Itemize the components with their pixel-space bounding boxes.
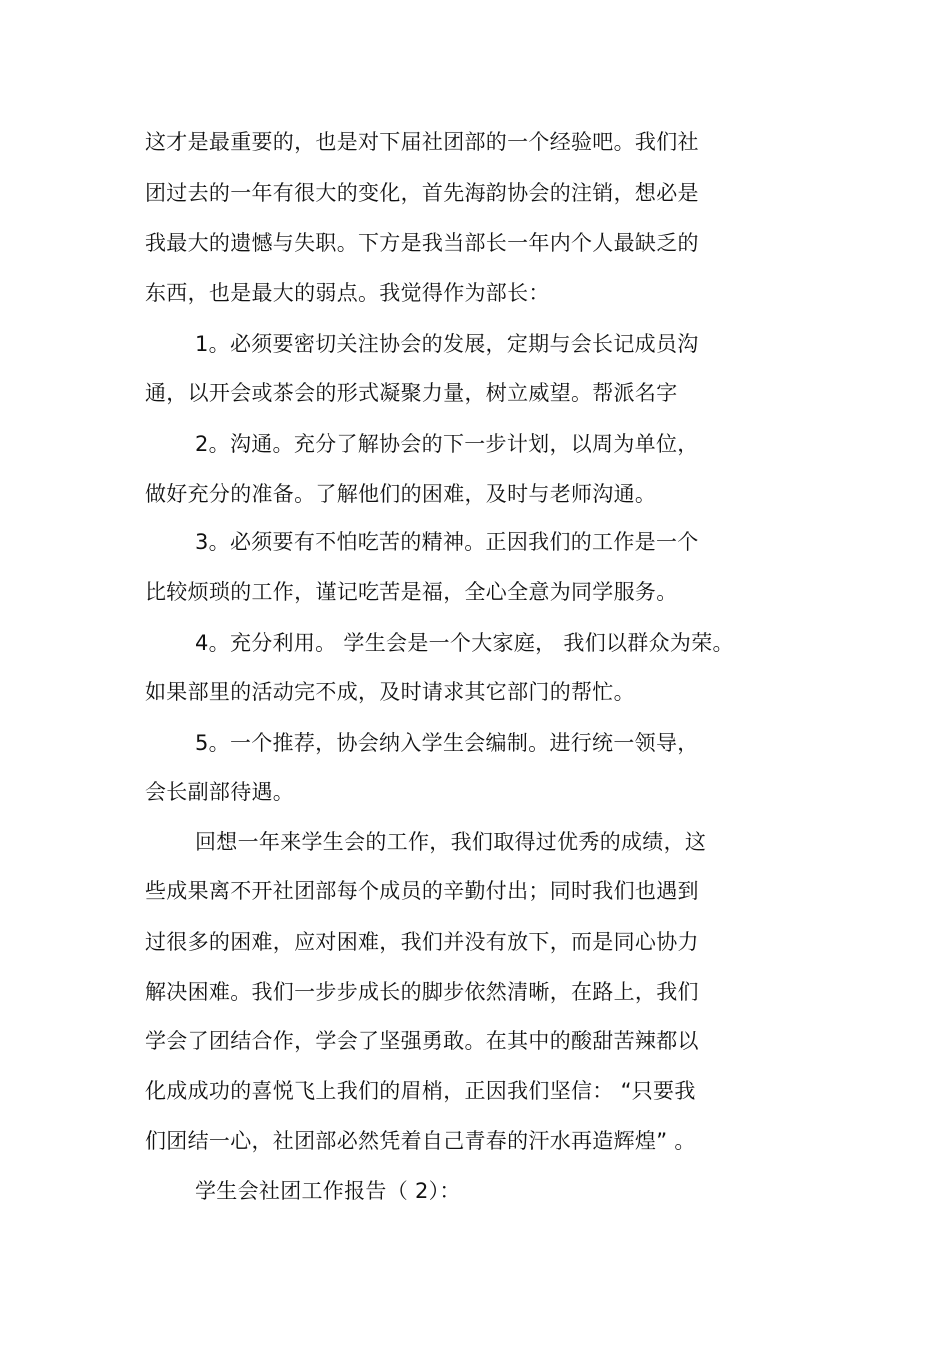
paragraph-line: 解决困难。我们一步步成长的脚步依然清晰，在路上，我们 [145,980,699,1004]
section-heading: 学生会社团工作报告（ 2）： [195,1179,461,1203]
list-item-5-line: 会长副部待遇。 [145,780,295,804]
paragraph-line: 过很多的困难，应对困难，我们并没有放下，而是同心协力 [145,930,699,954]
list-item-5-line: 5。一个推荐，协会纳入学生会编制。进行统一领导， [195,731,699,755]
paragraph-line: 化成成功的喜悦飞上我们的眉梢，正因我们坚信： “只要我 [145,1079,696,1103]
list-item-3-line: 3。必须要有不怕吃苦的精神。正因我们的工作是一个 [195,530,699,554]
list-item-4-line: 如果部里的活动完不成，及时请求其它部门的帮忙。 [145,680,635,704]
paragraph-line: 我最大的遗憾与失职。下方是我当部长一年内个人最缺乏的 [145,231,699,255]
paragraph-line: 学会了团结合作，学会了坚强勇敢。在其中的酸甜苦辣都以 [145,1029,699,1053]
list-item-2-line: 2。沟通。充分了解协会的下一步计划，以周为单位， [195,432,699,456]
paragraph-line: 东西，也是最大的弱点。我觉得作为部长： [145,281,550,305]
paragraph-line: 们团结一心，社团部必然凭着自己青春的汗水再造辉煌” 。 [145,1129,696,1153]
list-item-1-line: 1。必须要密切关注协会的发展，定期与会长记成员沟 [195,332,699,356]
paragraph-line: 这才是最重要的，也是对下届社团部的一个经验吧。我们社 [145,130,699,154]
paragraph-line: 团过去的一年有很大的变化，首先海韵协会的注销，想必是 [145,181,699,205]
paragraph-line: 些成果离不开社团部每个成员的辛勤付出；同时我们也遇到 [145,879,699,903]
list-item-2-line: 做好充分的准备。了解他们的困难，及时与老师沟通。 [145,482,657,506]
list-item-3-line: 比较烦琐的工作，谨记吃苦是福，全心全意为同学服务。 [145,580,678,604]
paragraph-line: 回想一年来学生会的工作，我们取得过优秀的成绩，这 [195,830,707,854]
list-item-1-line: 通，以开会或茶会的形式凝聚力量，树立威望。帮派名字 [145,381,678,405]
list-item-4-line: 4。充分利用。 学生会是一个大家庭， 我们以群众为荣。 [195,631,734,655]
